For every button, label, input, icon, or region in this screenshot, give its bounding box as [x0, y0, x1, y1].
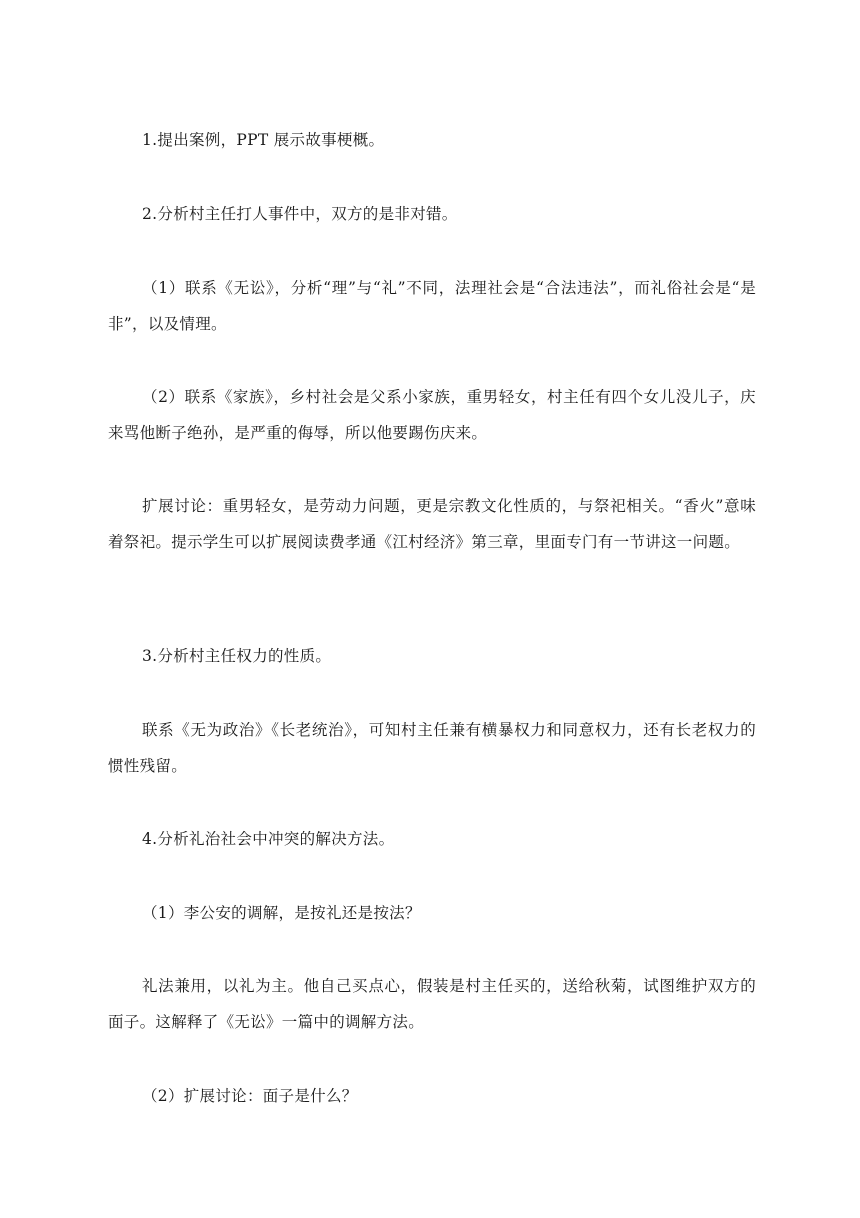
paragraph-step-1: 1.提出案例，PPT 展示故事梗概。	[142, 131, 385, 149]
paragraph-step-2: 2.分析村主任打人事件中，双方的是非对错。	[142, 205, 458, 223]
paragraph-step-3: 3.分析村主任权力的性质。	[142, 647, 332, 665]
paragraph-step-4-2: （2）扩展讨论：面子是什么？	[142, 1087, 358, 1105]
paragraph-step-2-2: （2）联系《家族》，乡村社会是父系小家族，重男轻女，村主任有四个女儿没儿子，庆来骂他断子绝孙，是严重的侮辱，所以他要踢伤庆来。	[108, 388, 756, 442]
paragraph-step-4: 4.分析礼治社会中冲突的解决方法。	[142, 830, 395, 848]
paragraph-step-3-detail: 联系《无为政治》《长老统治》，可知村主任兼有横暴权力和同意权力，还有长老权力的惯性残留。	[108, 721, 756, 775]
paragraph-step-2-1: （1）联系《无讼》，分析“理”与“礼”不同，法理社会是“合法违法”，而礼俗社会是“是非”，以及情理。	[108, 279, 756, 333]
paragraph-step-4-1-detail: 礼法兼用，以礼为主。他自己买点心，假装是村主任买的，送给秋菊，试图维护双方的面子。这解释了《无讼》一篇中的调解方法。	[108, 977, 756, 1031]
paragraph-extended-discussion: 扩展讨论：重男轻女，是劳动力问题，更是宗教文化性质的，与祭祀相关。“香火”意味着祭祀。提示学生可以扩展阅读费孝通《江村经济》第三章，里面专门有一节讲这一问题。	[108, 497, 756, 551]
paragraph-step-4-1: （1）李公安的调解，是按礼还是按法？	[142, 904, 421, 922]
